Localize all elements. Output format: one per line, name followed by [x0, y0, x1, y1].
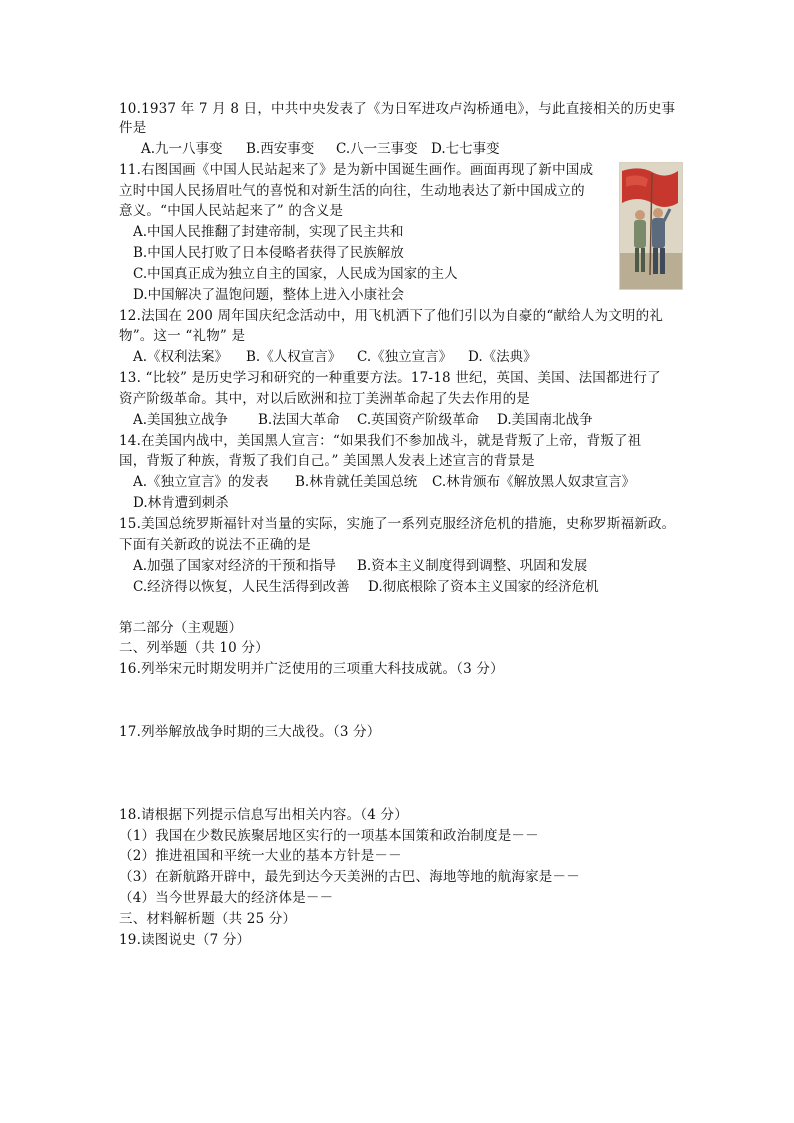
q15-option-d: D.彻底根除了资本主义国家的经济危机: [368, 579, 599, 595]
q15-stem-line1: 15.美国总统罗斯福针对当量的实际，实施了一系列克服经济危机的措施，史称罗斯福新政。: [119, 516, 676, 532]
q11-option-a: A.中国人民推翻了封建帝制，实现了民主共和: [133, 224, 404, 240]
q11-stem-line1: 11.右图国画《中国人民站起来了》是为新中国诞生画作。画面再现了新中国成: [119, 162, 594, 178]
q10-stem-line2: 件是: [119, 120, 147, 136]
q15-option-c: C.经济得以恢复，人民生活得到改善: [133, 579, 350, 595]
q13-option-d: D.美国南北战争: [497, 412, 593, 428]
q13-option-c: C.英国资产阶级革命: [357, 412, 480, 428]
q18-item-2: （2）推进祖国和平统一大业的基本方针是－－: [119, 848, 402, 864]
q10-option-b: B.西安事变: [246, 141, 315, 157]
q11-stem-line2: 立时中国人民扬眉吐气的喜悦和对新生活的向往，生动地表达了新中国成立的: [119, 183, 585, 199]
q12-option-c: C.《独立宣言》: [357, 349, 453, 365]
section2-heading: 二、列举题（共 10 分）: [119, 640, 269, 656]
q11-stem-line3: 意义。“中国人民站起来了” 的含义是: [119, 203, 344, 219]
q12-stem-line1: 12.法国在 200 周年国庆纪念活动中，用飞机洒下了他们引以为自豪的“献给人为文明的礼: [119, 308, 664, 324]
q11-option-c: C.中国真正成为独立自主的国家，人民成为国家的主人: [133, 266, 458, 282]
q12-option-d: D.《法典》: [468, 349, 537, 365]
q18-item-4: （4）当今世界最大的经济体是－－: [119, 890, 334, 906]
q14-option-b: B.林肯就任美国总统: [295, 474, 418, 490]
q12-option-a: A.《权利法案》: [133, 349, 229, 365]
q10-stem-line1: 10.1937 年 7 月 8 日，中共中央发表了《为日军进攻卢沟桥通电》，与此直接相关的历史事: [119, 101, 676, 117]
q15-stem-line2: 下面有关新政的说法不正确的是: [119, 537, 311, 553]
q18-stem: 18.请根据下列提示信息写出相关内容。（4 分）: [119, 807, 408, 823]
q14-option-d: D.林肯遭到刺杀: [133, 495, 229, 511]
q17-stem: 17.列举解放战争时期的三大战役。（3 分）: [119, 724, 381, 740]
q11-option-b: B.中国人民打败了日本侵略者获得了民族解放: [133, 245, 404, 261]
q14-stem-line1: 14.在美国内战中，美国黑人宣言：“如果我们不参加战斗，就是背叛了上帝，背叛了祖: [119, 433, 642, 449]
q11-option-d: D.中国解决了温饱问题，整体上进入小康社会: [133, 287, 405, 303]
q13-option-b: B.法国大革命: [258, 412, 340, 428]
q12-stem-line2: 物”。这一 “礼物” 是: [119, 328, 246, 344]
painting-china-stands-up-image: [619, 162, 683, 290]
q19-stem: 19.读图说史（7 分）: [119, 932, 251, 948]
q12-option-b: B.《人权宣言》: [246, 349, 342, 365]
part2-title: 第二部分（主观题）: [119, 620, 243, 636]
q14-option-c: C.林肯颁布《解放黑人奴隶宣言》: [432, 474, 636, 490]
q10-option-c: C.八一三事变: [336, 141, 418, 157]
q13-stem-line2: 资产阶级革命。其中，对以后欧洲和拉丁美洲革命起了失去作用的是: [119, 391, 530, 407]
q14-option-a: A.《独立宣言》的发表: [133, 474, 269, 490]
q14-stem-line2: 国，背叛了种族，背叛了我们自己。” 美国黑人发表上述宣言的背景是: [119, 453, 535, 469]
q15-option-a: A.加强了国家对经济的干预和指导: [133, 558, 337, 574]
q18-item-3: （3）在新航路开辟中，最先到达今天美洲的古巴、海地等地的航海家是－－: [119, 869, 580, 885]
q18-item-1: （1）我国在少数民族聚居地区实行的一项基本国策和政治制度是－－: [119, 828, 539, 844]
q13-stem-line1: 13. “比较” 是历史学习和研究的一种重要方法。17-18 世纪，英国、美国、法国都进行了: [119, 370, 661, 386]
section3-heading: 三、材料解析题（共 25 分）: [119, 911, 297, 927]
q10-option-a: A.九一八事变: [141, 141, 223, 157]
q15-option-b: B.资本主义制度得到调整、巩固和发展: [357, 558, 588, 574]
painting-illustration-icon: [620, 163, 682, 289]
q10-option-d: D.七七事变: [431, 141, 500, 157]
q13-option-a: A.美国独立战争: [133, 412, 229, 428]
q16-stem: 16.列举宋元时期发明并广泛使用的三项重大科技成就。（3 分）: [119, 661, 504, 677]
